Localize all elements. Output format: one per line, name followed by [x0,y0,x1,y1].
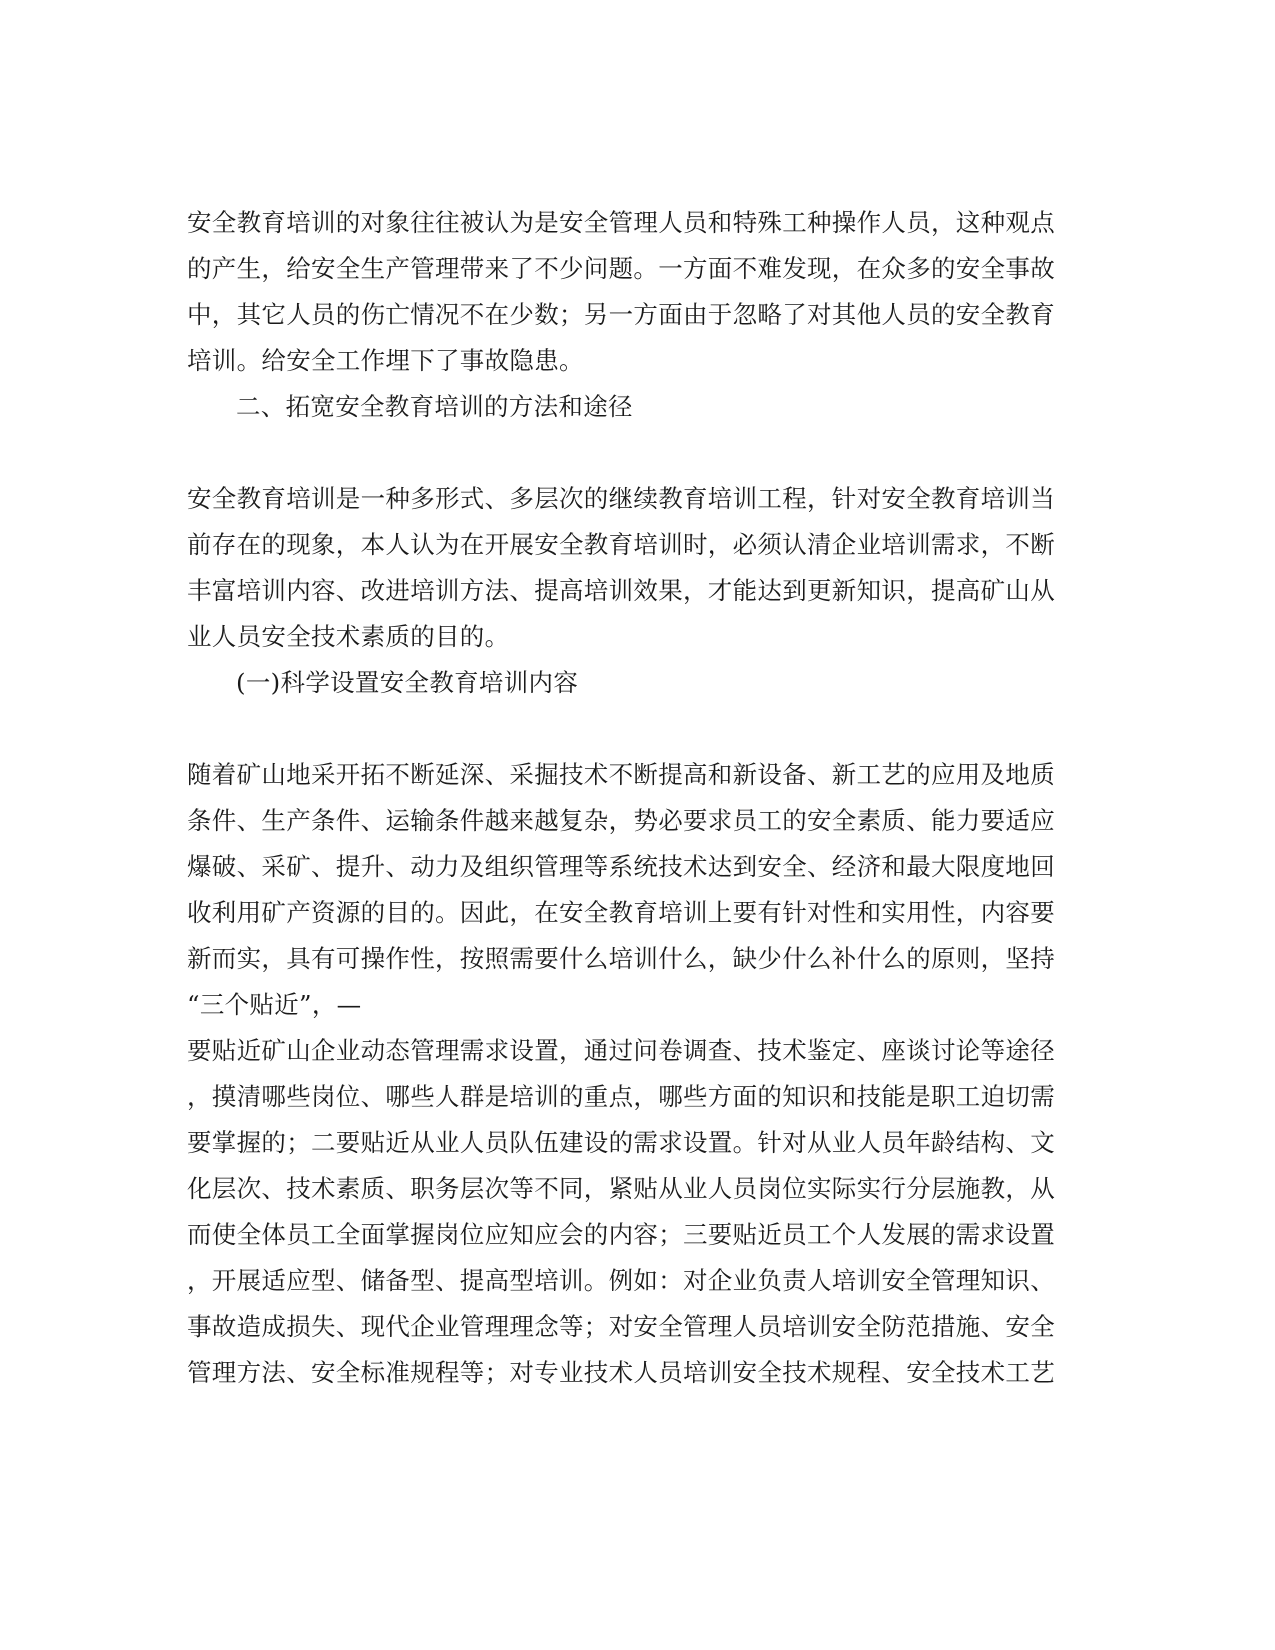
paragraph-3-line-14: 管理方法、安全标准规程等；对专业技术人员培训安全技术规程、安全技术工艺 [187,1358,1055,1387]
paragraph-3-line-1: 随着矿山地采开拓不断延深、采掘技术不断提高和新设备、新工艺的应用及地质 [187,760,1055,789]
paragraph-3-line-9: 要掌握的；二要贴近从业人员队伍建设的需求设置。针对从业人员年龄结构、文 [187,1128,1055,1157]
paragraph-3-line-3: 爆破、采矿、提升、动力及组织管理等系统技术达到安全、经济和最大限度地回 [187,852,1055,881]
paragraph-2-line-4: 业人员安全技术素质的目的。 [187,622,510,651]
paragraph-2-line-2: 前存在的现象，本人认为在开展安全教育培训时，必须认清企业培训需求，不断 [187,530,1055,559]
paragraph-3-line-11: 而使全体员工全面掌握岗位应知应会的内容；三要贴近员工个人发展的需求设置 [187,1220,1055,1249]
paragraph-3-line-5: 新而实，具有可操作性，按照需要什么培训什么，缺少什么补什么的原则，坚持 [187,944,1055,973]
paragraph-1-line-1: 安全教育培训的对象往往被认为是安全管理人员和特殊工种操作人员，这种观点 [187,208,1055,237]
paragraph-3-line-7: 要贴近矿山企业动态管理需求设置，通过问卷调查、技术鉴定、座谈讨论等途径 [187,1036,1055,1065]
section-heading-2: 二、拓宽安全教育培训的方法和途径 [236,392,633,421]
paragraph-3-line-8: ，摸清哪些岗位、哪些人群是培训的重点，哪些方面的知识和技能是职工迫切需 [187,1082,1055,1111]
paragraph-2-line-1: 安全教育培训是一种多形式、多层次的继续教育培训工程，针对安全教育培训当 [187,484,1055,513]
paragraph-3-line-13: 事故造成损失、现代企业管理理念等；对安全管理人员培训安全防范措施、安全 [187,1312,1055,1341]
paragraph-1-line-4: 培训。给安全工作埋下了事故隐患。 [187,346,584,375]
paragraph-1-line-2: 的产生，给安全生产管理带来了不少问题。一方面不难发现，在众多的安全事故 [187,254,1055,283]
paragraph-3-line-6: “三个贴近”，— [187,990,362,1019]
paragraph-3-line-4: 收利用矿产资源的目的。因此，在安全教育培训上要有针对性和实用性，内容要 [187,898,1055,927]
paragraph-2-line-3: 丰富培训内容、改进培训方法、提高培训效果，才能达到更新知识，提高矿山从 [187,576,1055,605]
subsection-heading-1: (一)科学设置安全教育培训内容 [236,668,579,697]
paragraph-3-line-12: ，开展适应型、储备型、提高型培训。例如：对企业负责人培训安全管理知识、 [187,1266,1055,1295]
paragraph-3-line-2: 条件、生产条件、运输条件越来越复杂，势必要求员工的安全素质、能力要适应 [187,806,1055,835]
paragraph-3-line-10: 化层次、技术素质、职务层次等不同，紧贴从业人员岗位实际实行分层施教，从 [187,1174,1055,1203]
paragraph-1-line-3: 中，其它人员的伤亡情况不在少数；另一方面由于忽略了对其他人员的安全教育 [187,300,1055,329]
